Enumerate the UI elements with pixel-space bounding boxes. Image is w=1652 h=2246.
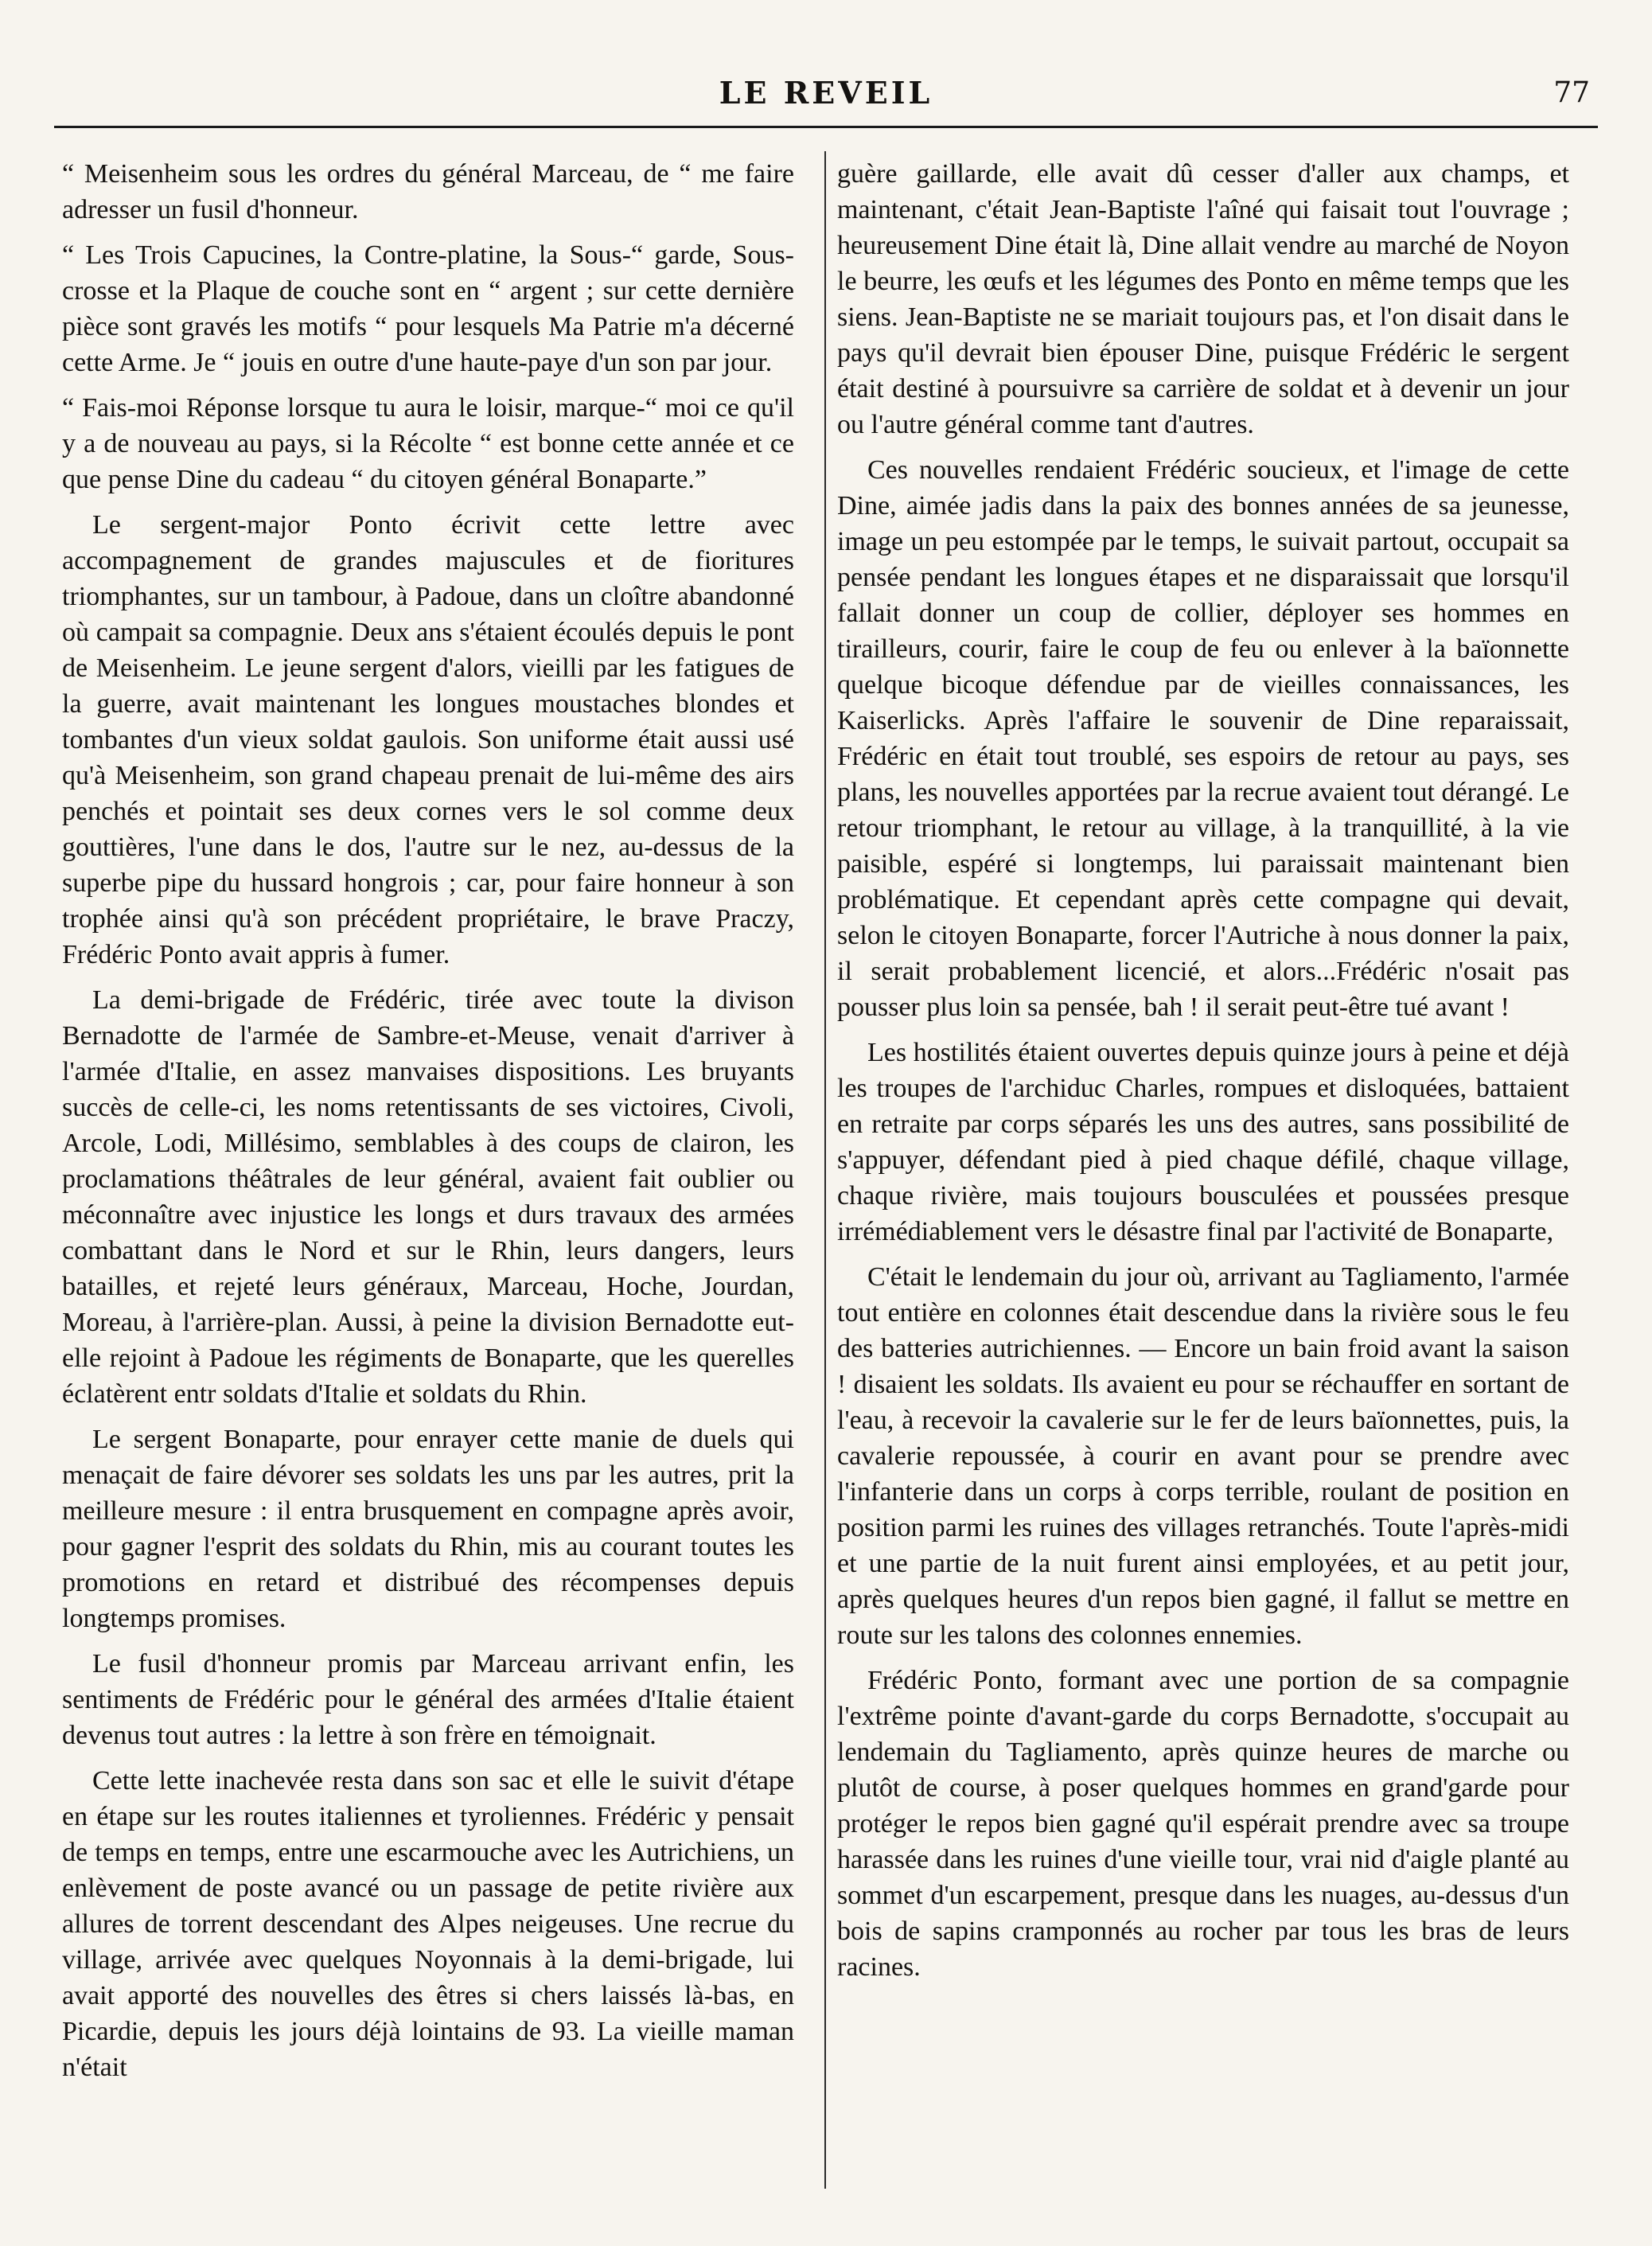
paragraph: Le sergent Bonaparte, pour enrayer cette manie de duels qui menaçait de faire dévorer ses soldats les uns par les autres, prit la meilleure mesure : il entra brusquement en compagne après avoir, pour gagner l'esprit des soldats du Rhin, mis au courant toutes les promotions en retard et distribué des récompenses depuis longtemps promises. bbox=[62, 1425, 794, 1633]
paragraph: Ces nouvelles rendaient Frédéric soucieux, et l'image de cette Dine, aimée jadis dans la paix des bonnes années de sa jeunesse, image un peu estompée par le temps, le suivait partout, occupait sa pensée pendant les longues étapes et ne disparaissait que lorsqu'il fallait donner un coup de collier, déployer ses hommes en tirailleurs, courir, faire le coup de feu ou enlever à la baïonnette quelque bicoque défendue par de vieilles connaissances, les Kaiserlicks. Après l'affaire le souvenir de Dine reparaissait, Frédéric en était tout troublé, ses espoirs de retour au pays, ses plans, les nouvelles apportées par la recrue avaient tout dérangé. Le retour triomphant, le retour au village, à la tranquillité, à la vie paisible, espéré si longtemps, lui paraissait maintenant bien problématique. Et cependant après cette compagne qui devait, selon le citoyen Bonaparte, forcer l'Autriche à nous donner la paix, il serait probablement licencié, et alors...Frédéric n'osait pas pousser plus loin sa pensée, bah ! il serait peut-être tué avant ! bbox=[837, 455, 1569, 1022]
paragraph: Les hostilités étaient ouvertes depuis quinze jours à peine et déjà les troupes de l'archiduc Charles, rompues et disloquées, battaient en retraite par corps séparés les uns des autres, sans possibilité de s'appuyer, défendant pied à pied chaque défilé, chaque village, chaque rivière, mais toujours bousculées et poussées presque irrémédiablement vers le désastre final par l'activité de Bonaparte, bbox=[837, 1038, 1569, 1246]
right-column bbox=[837, 156, 1569, 1994]
paragraph: Le sergent-major Ponto écrivit cette lettre avec accompagnement de grandes majuscules et de fioritures triomphantes, sur un tambour, à Padoue, dans un cloître abandonné où campait sa compagnie. Deux ans s'étaient écoulés depuis le pont de Meisenheim. Le jeune sergent d'alors, vieilli par les fatigues de la guerre, avait maintenant les longues moustaches blondes et tombantes d'un vieux soldat gaulois. Son uniforme était aussi usé qu'à Meisenheim, son grand chapeau prenait de lui-même des airs penchés et pointait ses deux cornes vers le sol comme deux gouttières, l'une dans le dos, l'autre sur le nez, au-dessus de la superbe pipe du hussard hongrois ; car, pour faire honneur à son trophée ainsi qu'à son précédent propriétaire, le brave Praczy, Frédéric Ponto avait appris à fumer. bbox=[62, 510, 794, 969]
paragraph: Le fusil d'honneur promis par Marceau arrivant enfin, les sentiments de Frédéric pour le général des armées d'Italie étaient devenus tout autres : la lettre à son frère en témoignait. bbox=[62, 1649, 794, 1750]
paragraph: “ Les Trois Capucines, la Contre-platine, la Sous-“ garde, Sous-crosse et la Plaque de couche sont en “ argent ; sur cette dernière pièce sont gravés les motifs “ pour lesquels Ma Patrie m'a décerné cette Arme. Je “ jouis en outre d'une haute-paye d'un son par jour. bbox=[62, 240, 794, 377]
running-header bbox=[54, 70, 1598, 128]
paragraph: “ Fais-moi Réponse lorsque tu aura le loisir, marque-“ moi ce qu'il y a de nouveau au pays, si la Récolte “ est bonne cette année et ce que pense Dine du cadeau “ du citoyen général Bonaparte.” bbox=[62, 393, 794, 494]
paragraph: Cette lette inachevée resta dans son sac et elle le suivit d'étape en étape sur les routes italiennes et tyroliennes. Frédéric y pensait de temps en temps, entre une escarmouche avec les Autrichiens, un enlèvement de poste avancé ou un passage de petite rivière aux allures de torrent descendant des Alpes neigeuses. Une recrue du village, arrivée avec quelques Noyonnais à la demi-brigade, lui avait apporté des nouvelles des êtres si chers laissés là-bas, en Picardie, depuis les jours déjà lointains de 93. La vieille maman n'était bbox=[62, 1766, 794, 2082]
journal-title: LE REVEIL bbox=[719, 75, 933, 111]
paragraph: La demi-brigade de Frédéric, tirée avec toute la divison Bernadotte de l'armée de Sambre-et-Meuse, venait d'arriver à l'armée d'Italie, en assez manvaises dispositions. Les bruyants succès de celle-ci, les noms retentissants de ses victoires, Civoli, Arcole, Lodi, Millésimo, semblables à des coups de clairon, les proclamations théâtrales de leur général, avaient fait oublier ou méconnaître avec injustice les longs et durs travaux des armées combattant dans le Nord et sur le Rhin, leurs dangers, leurs batailles, et rejeté leurs généraux, Marceau, Hoche, Jourdan, Moreau, à l'arrière-plan. Aussi, à peine la division Bernadotte eut-elle rejoint à Padoue les régiments de Bonaparte, que les querelles éclatèrent entr soldats d'Italie et soldats du Rhin. bbox=[62, 985, 794, 1409]
left-column bbox=[62, 156, 794, 2095]
paragraph: “ Meisenheim sous les ordres du général Marceau, de “ me faire adresser un fusil d'honneur. bbox=[62, 159, 794, 224]
paragraph: Frédéric Ponto, formant avec une portion de sa compagnie l'extrême pointe d'avant-garde du corps Bernadotte, s'occupait au lendemain du Tagliamento, après quinze heures de marche ou plutôt de course, à poser quelques hommes en grand'garde pour protéger le repos bien gagné qu'il espérait prendre avec sa troupe harassée dans les ruines d'une vieille tour, vrai nid d'aigle planté au sommet d'un escarpement, presque dans les nuages, au-dessus d'un bois de sapins cramponnés au rocher par tous les bras de leurs racines. bbox=[837, 1666, 1569, 1982]
paragraph: C'était le lendemain du jour où, arrivant au Tagliamento, l'armée tout entière en colonnes était descendue dans la rivière sous le feu des batteries autrichiennes. — Encore un bain froid avant la saison ! disaient les soldats. Ils avaient eu pour se réchauffer en sortant de l'eau, à recevoir la cavalerie sur le fer de leurs baïonnettes, puis, la cavalerie repoussée, à courir en avant pour se prendre avec l'infanterie dans un corps à corps terrible, roulant de position en position parmi les ruines des villages retranchés. Toute l'après-midi et une partie de la nuit furent ainsi employées, et au petit jour, après quelques heures d'un repos bien gagné, il fallut se mettre en route sur les talons des colonnes ennemies. bbox=[837, 1262, 1569, 1650]
page-number: 77 bbox=[1553, 76, 1590, 109]
paragraph: guère gaillarde, elle avait dû cesser d'aller aux champs, et maintenant, c'était Jean-Baptiste l'aîné qui faisait tout l'ouvrage ; heureusement Dine était là, Dine allait vendre au marché de Noyon le beurre, les œufs et les légumes des Ponto en même temps que les siens. Jean-Baptiste ne se mariait toujours pas, et l'on disait dans le pays qu'il devrait bien épouser Dine, puisque Frédéric le sergent était destiné à poursuivre sa carrière de soldat et à devenir un jour ou l'autre général comme tant d'autres. bbox=[837, 159, 1569, 439]
column-divider bbox=[824, 151, 826, 2189]
